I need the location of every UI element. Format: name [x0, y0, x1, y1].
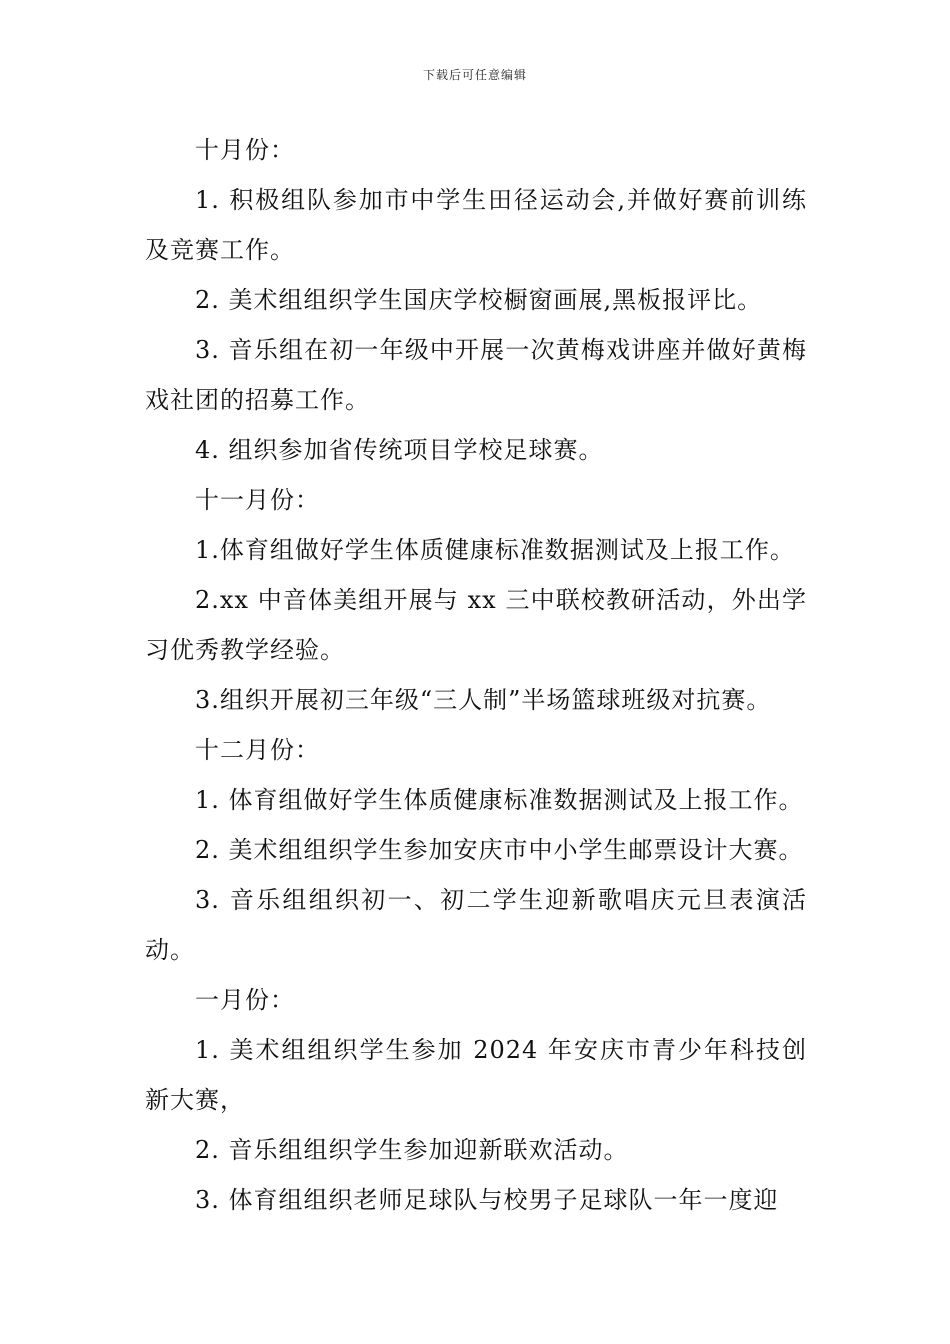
- paragraph: 1. 体育组做好学生体质健康标准数据测试及上报工作。: [195, 786, 804, 814]
- section-heading-december: 十二月份：: [195, 736, 320, 764]
- page-header: 下载后可任意编辑: [422, 68, 527, 82]
- paragraph: 3. 体育组组织老师足球队与校男子足球队一年一度迎: [195, 1186, 779, 1214]
- section-heading-january: 一月份：: [195, 986, 295, 1014]
- section-heading-october: 十月份：: [195, 136, 295, 164]
- paragraph: 2. 音乐组组织学生参加迎新联欢活动。: [195, 1136, 629, 1164]
- paragraph: 2. 美术组组织学生国庆学校橱窗画展,黑板报评比。: [195, 286, 763, 314]
- paragraph: 2.xx 中音体美组开展与 xx 三中联校教研活动，外出学习优秀教学经验。: [145, 586, 807, 664]
- paragraph: 3. 音乐组组织初一、初二学生迎新歌唱庆元旦表演活动。: [145, 886, 807, 964]
- paragraph: 3.组织开展初三年级“三人制”半场篮球班级对抗赛。: [195, 686, 772, 714]
- paragraph: 4. 组织参加省传统项目学校足球赛。: [195, 436, 604, 464]
- paragraph: 1. 美术组组织学生参加 2024 年安庆市青少年科技创新大赛，: [145, 1036, 807, 1114]
- paragraph: 1.体育组做好学生体质健康标准数据测试及上报工作。: [195, 536, 795, 564]
- paragraph: 3. 音乐组在初一年级中开展一次黄梅戏讲座并做好黄梅戏社团的招募工作。: [145, 336, 807, 414]
- document-body: [145, 125, 807, 1225]
- paragraph: 1. 积极组队参加市中学生田径运动会,并做好赛前训练及竞赛工作。: [145, 186, 807, 264]
- section-heading-november: 十一月份：: [195, 486, 320, 514]
- paragraph: 2. 美术组组织学生参加安庆市中小学生邮票设计大赛。: [195, 836, 804, 864]
